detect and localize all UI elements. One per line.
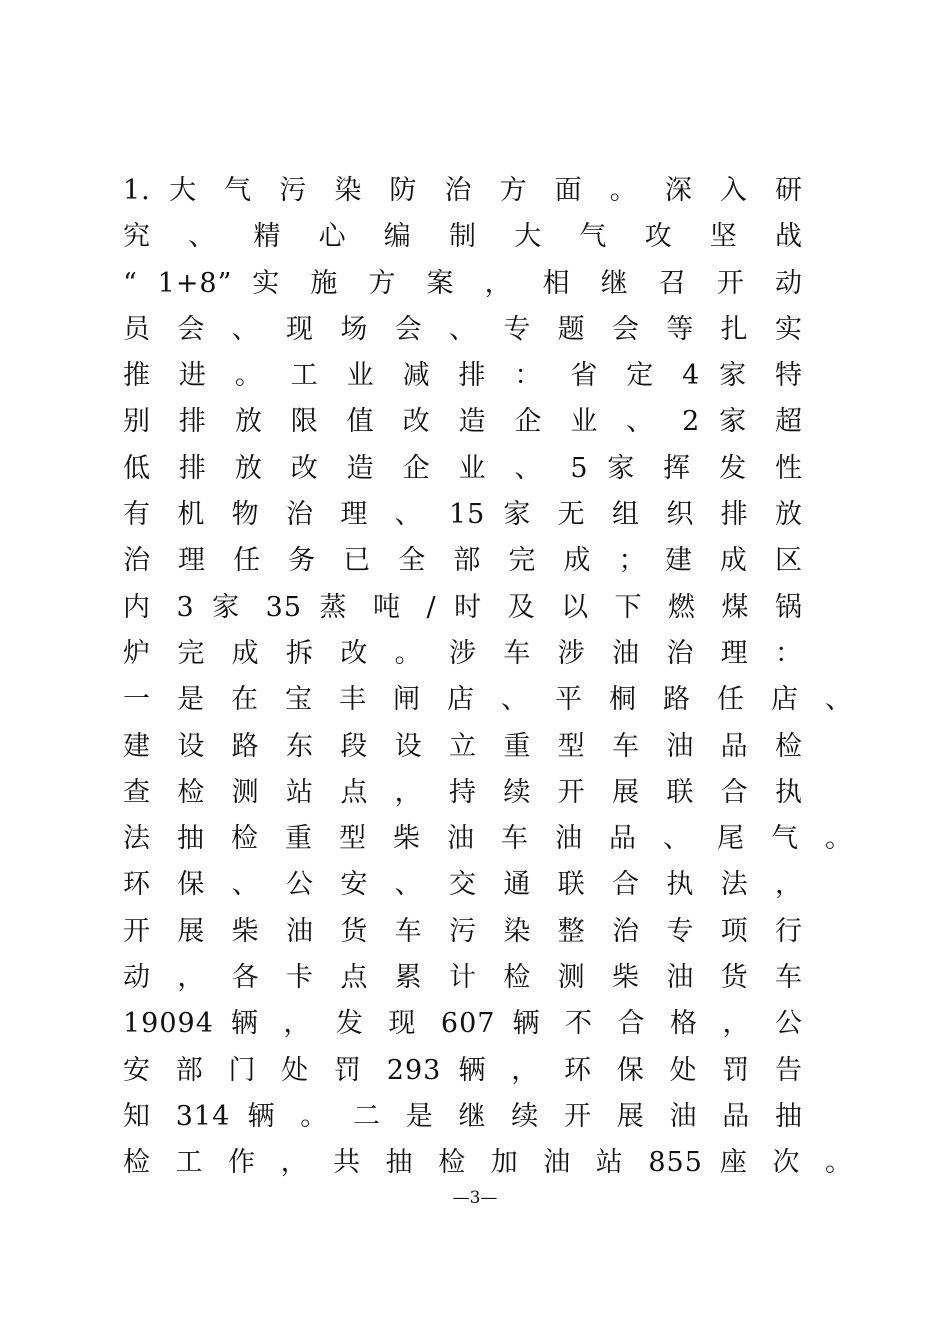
text-line-17: 开 展 柴 油 货 车 污 染 整 治 专 项 行 bbox=[123, 915, 803, 947]
text-line-11: 炉 完 成 拆 改 。 涉 车 涉 油 治 理 ： bbox=[123, 637, 803, 669]
text-line-6: 别 排 放 限 值 改 造 企 业 、 2 家 超 bbox=[123, 406, 803, 438]
text-line-3: “ 1+8” 实 施 方 案 ， 相 继 召 开 动 bbox=[123, 267, 803, 299]
text-line-21: 知 314 辆 。 二 是 继 续 开 展 油 品 抽 bbox=[123, 1100, 803, 1132]
text-line-18: 动 ， 各 卡 点 累 计 检 测 柴 油 货 车 bbox=[123, 962, 803, 994]
text-line-1: 1. 大 气 污 染 防 治 方 面 。 深 入 研 bbox=[123, 175, 803, 206]
text-line-16: 环 保 、 公 安 、 交 通 联 合 执 法 ， bbox=[123, 869, 803, 901]
text-line-8: 有 机 物 治 理 、 15 家 无 组 织 排 放 bbox=[123, 499, 803, 531]
text-line-4: 员 会 、 现 场 会 、 专 题 会 等 扎 实 bbox=[123, 313, 803, 345]
text-line-5: 推 进 。 工 业 减 排 ： 省 定 4 家 特 bbox=[123, 360, 803, 392]
page-number: —3— bbox=[452, 1188, 498, 1208]
text-line-9: 治 理 任 务 已 全 部 完 成 ； 建 成 区 bbox=[123, 545, 803, 577]
text-line-20: 安 部 门 处 罚 293 辆 ， 环 保 处 罚 告 bbox=[123, 1054, 803, 1086]
body-paragraph bbox=[123, 168, 853, 1187]
text-line-10: 内 3 家 35 蒸 吨 / 时 及 以 下 燃 煤 锅 bbox=[123, 591, 803, 623]
text-line-14: 查 检 测 站 点 ， 持 续 开 展 联 合 执 bbox=[123, 776, 803, 808]
text-line-7: 低 排 放 改 造 企 业 、 5 家 挥 发 性 bbox=[123, 452, 803, 484]
text-line-2: 究 、 精 心 编 制 大 气 攻 坚 战 bbox=[123, 221, 803, 253]
text-line-19: 19094 辆 ， 发 现 607 辆 不 合 格 ， 公 bbox=[123, 1008, 803, 1040]
text-line-15: 法 抽 检 重 型 柴 油 车 油 品 、 尾 气 。 bbox=[123, 823, 853, 855]
text-line-22: 检 工 作 ， 共 抽 检 加 油 站 855 座 次 。 bbox=[123, 1147, 853, 1179]
text-line-13: 建 设 路 东 段 设 立 重 型 车 油 品 检 bbox=[123, 730, 803, 762]
text-line-12: 一 是 在 宝 丰 闸 店 、 平 桐 路 任 店 、 bbox=[123, 684, 853, 716]
